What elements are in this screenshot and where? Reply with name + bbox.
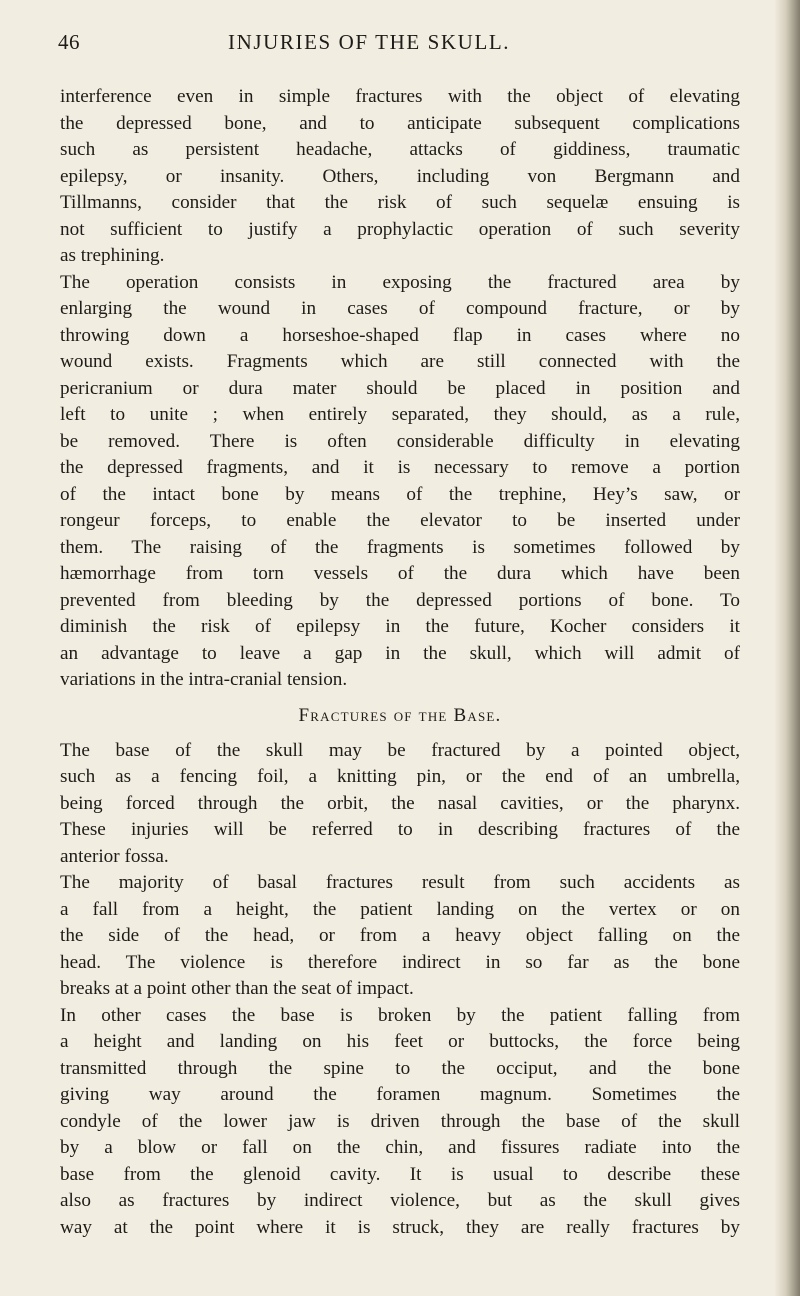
text-line: transmitted through the spine to the occiput, and the bone — [60, 1057, 740, 1079]
text-line: base from the glenoid cavity. It is usual to describe these — [60, 1163, 740, 1185]
text-line: a fall from a height, the patient landing on the vertex or on — [60, 898, 740, 920]
text-line: an advantage to leave a gap in the skull, which will admit of — [60, 642, 740, 664]
page-edge-shadow — [774, 0, 800, 1296]
text-line: wound exists. Fragments which are still connected with the — [60, 351, 740, 372]
text-line: The majority of basal fractures result from such accidents as — [60, 872, 740, 893]
text-line: throwing down a horseshoe-shaped flap in cases where no — [60, 324, 740, 346]
text-line: The base of the skull may be fractured by a pointed object, — [60, 739, 740, 761]
text-line: as trephining. — [60, 245, 165, 266]
text-line: also as fractures by indirect violence, but as the skull gives — [60, 1190, 740, 1211]
text-line: head. The violence is therefore indirect in so far as the bone — [60, 951, 740, 973]
text-line: giving way around the foramen magnum. Sometimes the — [60, 1084, 740, 1105]
text-line: breaks at a point other than the seat of impact. — [60, 978, 414, 999]
text-line: by a blow or fall on the chin, and fissures radiate into the — [60, 1137, 740, 1158]
page-header — [58, 30, 748, 64]
text-line: variations in the intra-cranial tension. — [60, 669, 348, 690]
text-line: These injuries will be referred to in describing fractures of the — [60, 819, 740, 840]
text-line: epilepsy, or insanity. Others, including von Bergmann and — [60, 165, 740, 187]
text-line: prevented from bleeding by the depressed portions of bone. To — [60, 589, 740, 611]
text-line: being forced through the orbit, the nasal cavities, or the pharynx. — [60, 792, 740, 814]
text-line: hæmorrhage from torn vessels of the dura which have been — [60, 563, 740, 584]
text-line: the depressed fragments, and it is necessary to remove a portion — [60, 457, 740, 478]
running-head: INJURIES OF THE SKULL. — [228, 30, 511, 54]
text-line: Tillmanns, consider that the risk of such sequelæ ensuing is — [60, 192, 740, 213]
text-line: way at the point where it is struck, they are really fractures by — [60, 1216, 740, 1238]
text-line: diminish the risk of epilepsy in the future, Kocher considers it — [60, 616, 740, 637]
text-line: such as persistent headache, attacks of giddiness, traumatic — [60, 139, 740, 160]
text-line: pericranium or dura mater should be placed in position and — [60, 377, 740, 399]
text-line: them. The raising of the fragments is sometimes followed by — [60, 536, 740, 558]
text-line: such as a fencing foil, a knitting pin, or the end of an umbrella, — [60, 766, 740, 787]
text-line: not sufficient to justify a prophylactic operation of such severity — [60, 218, 740, 240]
section-heading: Fractures of the Base. — [298, 704, 502, 726]
text-line: interference even in simple fractures with the object of elevating — [60, 86, 740, 107]
text-line: In other cases the base is broken by the patient falling from — [60, 1004, 740, 1026]
text-line: of the intact bone by means of the trephine, Hey’s saw, or — [60, 483, 740, 505]
text-line: be removed. There is often considerable difficulty in elevating — [60, 430, 740, 452]
text-line: enlarging the wound in cases of compound fracture, or by — [60, 298, 740, 319]
text-line: the side of the head, or from a heavy object falling on the — [60, 925, 740, 946]
text-line: the depressed bone, and to anticipate subsequent complications — [60, 112, 740, 134]
text-line: The operation consists in exposing the fractured area by — [60, 271, 740, 293]
text-line: left to unite ; when entirely separated, they should, as a rule, — [60, 404, 740, 425]
body-text — [60, 84, 740, 1241]
text-line: rongeur forceps, to enable the elevator to be inserted under — [60, 510, 740, 531]
text-line: anterior fossa. — [60, 845, 169, 867]
text-line: condyle of the lower jaw is driven through the base of the skull — [60, 1110, 740, 1132]
page-number: 46 — [58, 30, 80, 54]
text-line: a height and landing on his feet or buttocks, the force being — [60, 1031, 740, 1052]
